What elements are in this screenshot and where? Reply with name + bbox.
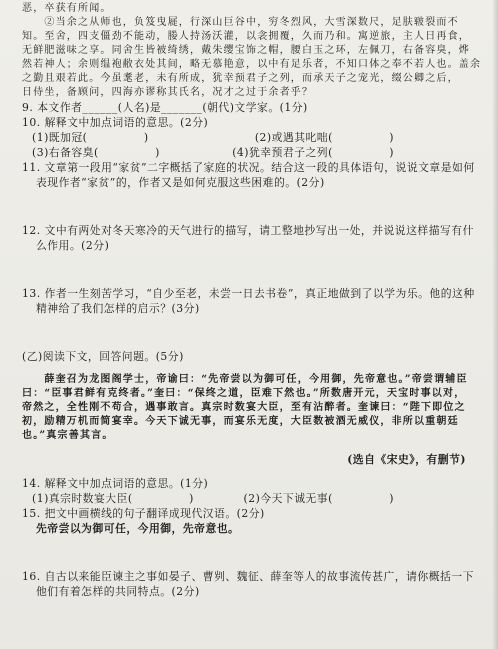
passage-b-line: 薛奎召为龙图阁学士，帝谕曰：“先帝尝以为御可任，今用御，先帝意也。”帝尝谓辅臣 bbox=[22, 374, 468, 385]
passage-b-line: 也。”真宗善其言。 bbox=[22, 430, 114, 441]
question-12-line-2: 么作用。(2分) bbox=[36, 239, 110, 252]
q14-item-2: (2)今天下诚无事( ) bbox=[243, 492, 394, 505]
question-14: 14. 解释文中加点词语的意思。(1分) bbox=[22, 477, 209, 490]
q14-item-1: (1)真宗时数宴大臣( ) bbox=[32, 492, 194, 505]
answer-space bbox=[22, 190, 484, 223]
passage-line: 日侍坐，备顾问，四海亦谬称其氏名，况才之过于余者乎？ bbox=[22, 87, 314, 98]
passage-line: 恶，卒获有所闻。 bbox=[22, 3, 112, 14]
question-11-line-2: 表现作者“家贫”的，作者又是如何克服这些困难的。(2分) bbox=[36, 176, 325, 189]
passage-line: 无鲜肥滋味之享。同舍生皆被绮绣，戴朱缨宝饰之帽，腰白玉之环，左佩刀，右备容臭，烨 bbox=[22, 45, 470, 56]
passage-line: 之勤且艰若此。今虽耄老，未有所成，犹幸预君子之列，而承天子之宠光，缀公卿之后， bbox=[22, 73, 459, 84]
question-14-row bbox=[22, 491, 484, 506]
page-edge-shadow bbox=[492, 0, 498, 649]
question-12-line-1: 12. 文中有两处对冬天寒冷的天气进行的描写，请工整地抄写出一处，并说说这样描写有什 bbox=[22, 224, 474, 237]
spacer bbox=[22, 364, 484, 373]
question-16-line-2: 他们有着怎样的共同特点。(2分) bbox=[36, 585, 200, 598]
passage-a bbox=[22, 2, 484, 100]
passage-b-line: 曰：“臣事君鲜有克终者。”奎曰：“保终之道，臣难下然也。”所数唐开元，天宝时事以对， bbox=[22, 388, 466, 399]
q10-item-2: (2)或遇其叱咄( ) bbox=[254, 131, 394, 144]
question-11-line-1: 11. 文章第一段用“家贫”二字概括了家庭的状况。结合这一段的具体语句，说说文章是如何 bbox=[22, 161, 475, 174]
answer-space bbox=[22, 536, 484, 569]
answer-space bbox=[22, 253, 484, 286]
passage-line: 然若神人；余则缊袍敝衣处其间，略无慕艳意，以中有足乐者，不知口体之奉不若人也。盖余 bbox=[22, 59, 482, 70]
question-13-line-2: 精神给了我们怎样的启示？(3分) bbox=[36, 302, 200, 315]
spacer bbox=[22, 467, 484, 476]
question-16-line-1: 16. 自古以来能臣谏主之事如晏子、曹刿、魏征、薛奎等人的故事流传甚广，请你概括一下 bbox=[22, 570, 474, 583]
passage-b-source: (选自《宋史》，有删节) bbox=[347, 453, 466, 466]
question-15: 15. 把文中画横线的句子翻译成现代汉语。(2分) bbox=[22, 507, 265, 520]
passage-line: 知。至舍，四支僵劲不能动，媵人持汤沃灌，以衾拥覆，久而乃和。寓逆旅，主人日再食， bbox=[22, 31, 470, 42]
question-10-row-2 bbox=[22, 145, 484, 160]
passage-b-line: 初，励精万机而简宴幸。今天下诚无事，而宴乐无度，大臣数被酒无威仪，非所以重朝廷 bbox=[22, 416, 459, 427]
passage-b-line: 帝然之，全性刚不苟合，遇事敢言。真宗时数宴大臣，至有沾醉者。奎谏曰：“陛下即位之 bbox=[22, 402, 466, 413]
q10-item-1: (1)既加冠( ) bbox=[32, 131, 149, 144]
q10-item-3: (3)右备容臭( ) bbox=[32, 146, 160, 159]
question-10: 10. 解释文中加点词语的意思。(2分) bbox=[22, 116, 209, 129]
part-b-heading: (乙)阅读下文，回答问题。(5分) bbox=[22, 350, 184, 363]
q10-item-4: (4)犹幸预君子之列( ) bbox=[232, 146, 394, 159]
question-13-line-1: 13. 作者一生刻苦学习，“自少至老，未尝一日去书卷”，真正地做到了以学为乐。他的这种 bbox=[22, 287, 475, 300]
passage-b bbox=[22, 373, 484, 443]
question-10-row-1 bbox=[22, 130, 484, 145]
answer-space bbox=[22, 316, 484, 349]
spacer bbox=[22, 443, 484, 452]
passage-line: ②当余之从师也，负笈曳屣，行深山巨谷中，穷冬烈风，大雪深数尺，足肤皲裂而不 bbox=[22, 17, 459, 28]
question-15-sentence: 先帝尝以为御可任，今用御，先帝意也。 bbox=[36, 522, 240, 535]
question-9: 9. 本文作者______(人名)是_______(朝代)文学家。(1分) bbox=[22, 101, 308, 114]
